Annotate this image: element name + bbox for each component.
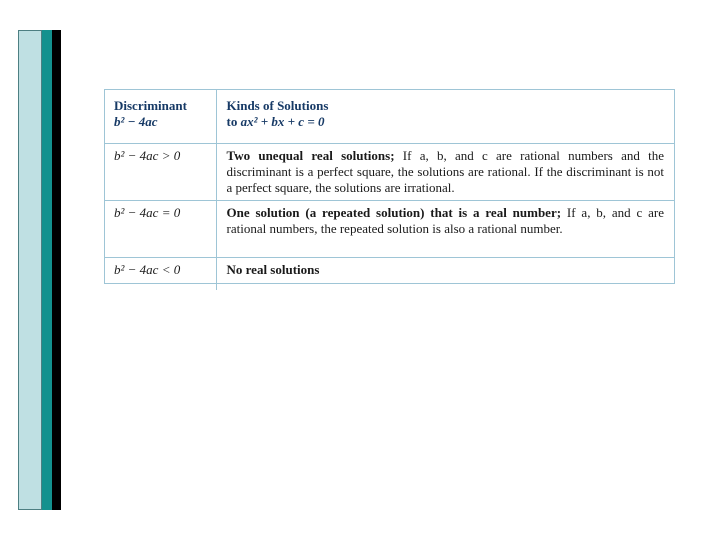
header-kinds-equation xyxy=(227,114,667,130)
table-header-row xyxy=(105,90,674,144)
header-kinds-of-solutions xyxy=(216,90,674,144)
header-kinds-prefix: to xyxy=(226,114,241,129)
row-bold-lead: Two unequal real solutions; xyxy=(226,148,395,163)
row-text: If a, b, and c are rational numbers and the discriminant is a perfect square, the solutions are rational. If the discriminant is not a perfect square, the solutions are irrational. xyxy=(226,148,664,195)
header-equation-expr: ax² + bx + c = 0 xyxy=(240,114,325,129)
sidebar-black-bar xyxy=(52,30,61,510)
row-bold-lead: No real solutions xyxy=(226,262,320,277)
header-discriminant-expr: b² − 4ac xyxy=(114,114,158,129)
table-row xyxy=(105,144,674,201)
table-row xyxy=(105,201,674,258)
row-description xyxy=(216,144,674,201)
row-bold-lead: One solution (a repeated solution) that is a real number; xyxy=(226,205,562,220)
row-description xyxy=(216,201,674,258)
sidebar-teal-bar xyxy=(42,30,52,510)
header-discriminant-label: Discriminant xyxy=(114,98,187,113)
header-kinds-label: Kinds of Solutions xyxy=(226,98,329,113)
discriminant-table xyxy=(104,89,675,284)
sidebar-light-bar xyxy=(18,30,42,510)
header-discriminant xyxy=(105,90,216,144)
row-condition: b² − 4ac < 0 xyxy=(105,258,216,291)
row-condition: b² − 4ac > 0 xyxy=(105,144,216,201)
row-description xyxy=(216,258,674,291)
decorative-sidebar xyxy=(18,30,61,510)
row-text: If a, b, and c are rational numbers, the repeated solution is also a rational number. xyxy=(226,205,664,236)
table-row xyxy=(105,258,674,291)
row-condition: b² − 4ac = 0 xyxy=(105,201,216,258)
